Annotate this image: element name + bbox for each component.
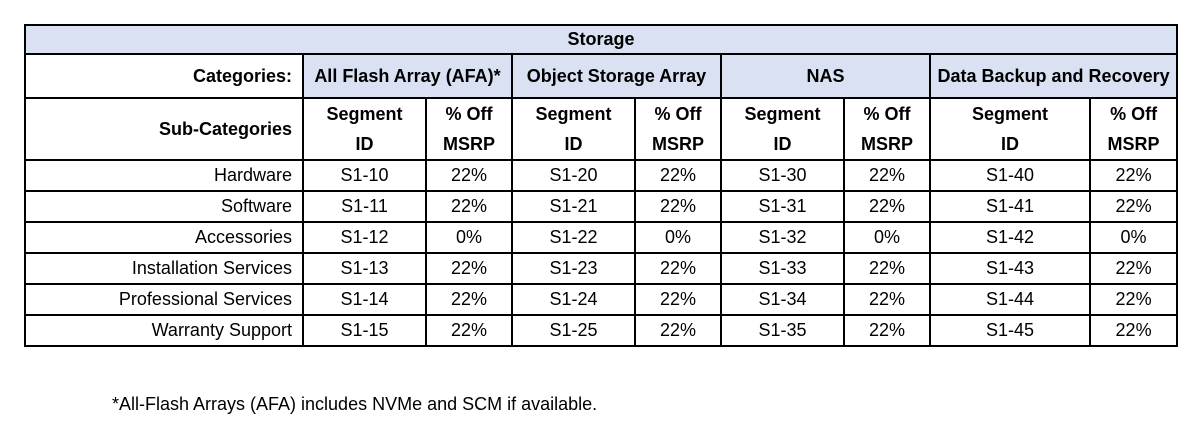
header-line: % Off: [445, 104, 493, 124]
storage-table: [24, 24, 1178, 347]
percent-off-cell: 22%: [1090, 315, 1177, 346]
table-row: [25, 284, 1177, 315]
categories-label: Categories:: [25, 54, 303, 98]
segment-id-cell: S1-25: [512, 315, 635, 346]
percent-off-cell: 0%: [844, 222, 930, 253]
segment-id-cell: S1-14: [303, 284, 426, 315]
percent-off-cell: 22%: [426, 284, 512, 315]
segment-id-cell: S1-33: [721, 253, 844, 284]
table-row: [25, 253, 1177, 284]
segment-id-cell: S1-13: [303, 253, 426, 284]
segment-id-cell: S1-45: [930, 315, 1090, 346]
table-title-row: [25, 25, 1177, 54]
header-line: % Off: [863, 104, 911, 124]
segment-id-cell: S1-43: [930, 253, 1090, 284]
row-label: Professional Services: [25, 284, 303, 315]
percent-off-cell: 22%: [635, 253, 721, 284]
percent-off-header: [426, 98, 512, 160]
percent-off-header: [844, 98, 930, 160]
category-header-row: [25, 54, 1177, 98]
footnote: *All-Flash Arrays (AFA) includes NVMe and SCM if available.: [112, 394, 598, 414]
segment-id-header: [930, 98, 1090, 160]
segment-id-cell: S1-32: [721, 222, 844, 253]
table-title: Storage: [25, 25, 1177, 54]
percent-off-cell: 0%: [426, 222, 512, 253]
percent-off-cell: 22%: [635, 315, 721, 346]
segment-id-cell: S1-44: [930, 284, 1090, 315]
segment-id-cell: S1-20: [512, 160, 635, 191]
segment-id-header: [721, 98, 844, 160]
segment-id-cell: S1-12: [303, 222, 426, 253]
percent-off-cell: 22%: [635, 284, 721, 315]
subcategory-header-row: [25, 98, 1177, 160]
percent-off-cell: 22%: [844, 315, 930, 346]
segment-id-cell: S1-40: [930, 160, 1090, 191]
header-line: MSRP: [860, 134, 913, 154]
segment-id-cell: S1-41: [930, 191, 1090, 222]
percent-off-cell: 22%: [844, 160, 930, 191]
header-line: Segment: [971, 104, 1049, 124]
percent-off-cell: 22%: [1090, 253, 1177, 284]
row-label: Installation Services: [25, 253, 303, 284]
row-label: Accessories: [25, 222, 303, 253]
header-line: MSRP: [442, 134, 495, 154]
category-object-storage: Object Storage Array: [512, 54, 721, 98]
segment-id-cell: S1-35: [721, 315, 844, 346]
percent-off-cell: 22%: [844, 284, 930, 315]
header-line: ID: [773, 134, 792, 154]
percent-off-header: [635, 98, 721, 160]
percent-off-cell: 22%: [635, 191, 721, 222]
row-label: Warranty Support: [25, 315, 303, 346]
header-line: Segment: [744, 104, 821, 124]
percent-off-cell: 22%: [426, 160, 512, 191]
table-row: [25, 191, 1177, 222]
segment-id-cell: S1-23: [512, 253, 635, 284]
header-line: Segment: [535, 104, 612, 124]
header-line: ID: [355, 134, 374, 154]
segment-id-cell: S1-34: [721, 284, 844, 315]
header-line: MSRP: [1107, 134, 1160, 154]
table-row: [25, 160, 1177, 191]
segment-id-cell: S1-10: [303, 160, 426, 191]
header-line: ID: [564, 134, 583, 154]
category-nas: NAS: [721, 54, 930, 98]
percent-off-header: [1090, 98, 1177, 160]
percent-off-cell: 22%: [426, 253, 512, 284]
percent-off-cell: 22%: [1090, 191, 1177, 222]
header-line: ID: [1001, 134, 1019, 154]
category-afa: All Flash Array (AFA)*: [303, 54, 512, 98]
header-line: % Off: [1110, 104, 1158, 124]
subcategories-label: Sub-Categories: [25, 98, 303, 160]
table-body: [25, 160, 1177, 346]
segment-id-cell: S1-42: [930, 222, 1090, 253]
segment-id-cell: S1-15: [303, 315, 426, 346]
percent-off-cell: 0%: [635, 222, 721, 253]
percent-off-cell: 22%: [426, 191, 512, 222]
segment-id-cell: S1-30: [721, 160, 844, 191]
category-data-backup: Data Backup and Recovery: [930, 54, 1177, 98]
percent-off-cell: 22%: [1090, 160, 1177, 191]
percent-off-cell: 22%: [844, 191, 930, 222]
header-line: Segment: [326, 104, 403, 124]
segment-id-cell: S1-21: [512, 191, 635, 222]
segment-id-cell: S1-11: [303, 191, 426, 222]
percent-off-cell: 22%: [635, 160, 721, 191]
percent-off-cell: 22%: [844, 253, 930, 284]
header-line: MSRP: [651, 134, 704, 154]
segment-id-cell: S1-22: [512, 222, 635, 253]
row-label: Hardware: [25, 160, 303, 191]
table-row: [25, 315, 1177, 346]
percent-off-cell: 0%: [1090, 222, 1177, 253]
percent-off-cell: 22%: [1090, 284, 1177, 315]
segment-id-header: [303, 98, 426, 160]
row-label: Software: [25, 191, 303, 222]
segment-id-cell: S1-31: [721, 191, 844, 222]
segment-id-header: [512, 98, 635, 160]
table-row: [25, 222, 1177, 253]
segment-id-cell: S1-24: [512, 284, 635, 315]
header-line: % Off: [654, 104, 702, 124]
percent-off-cell: 22%: [426, 315, 512, 346]
